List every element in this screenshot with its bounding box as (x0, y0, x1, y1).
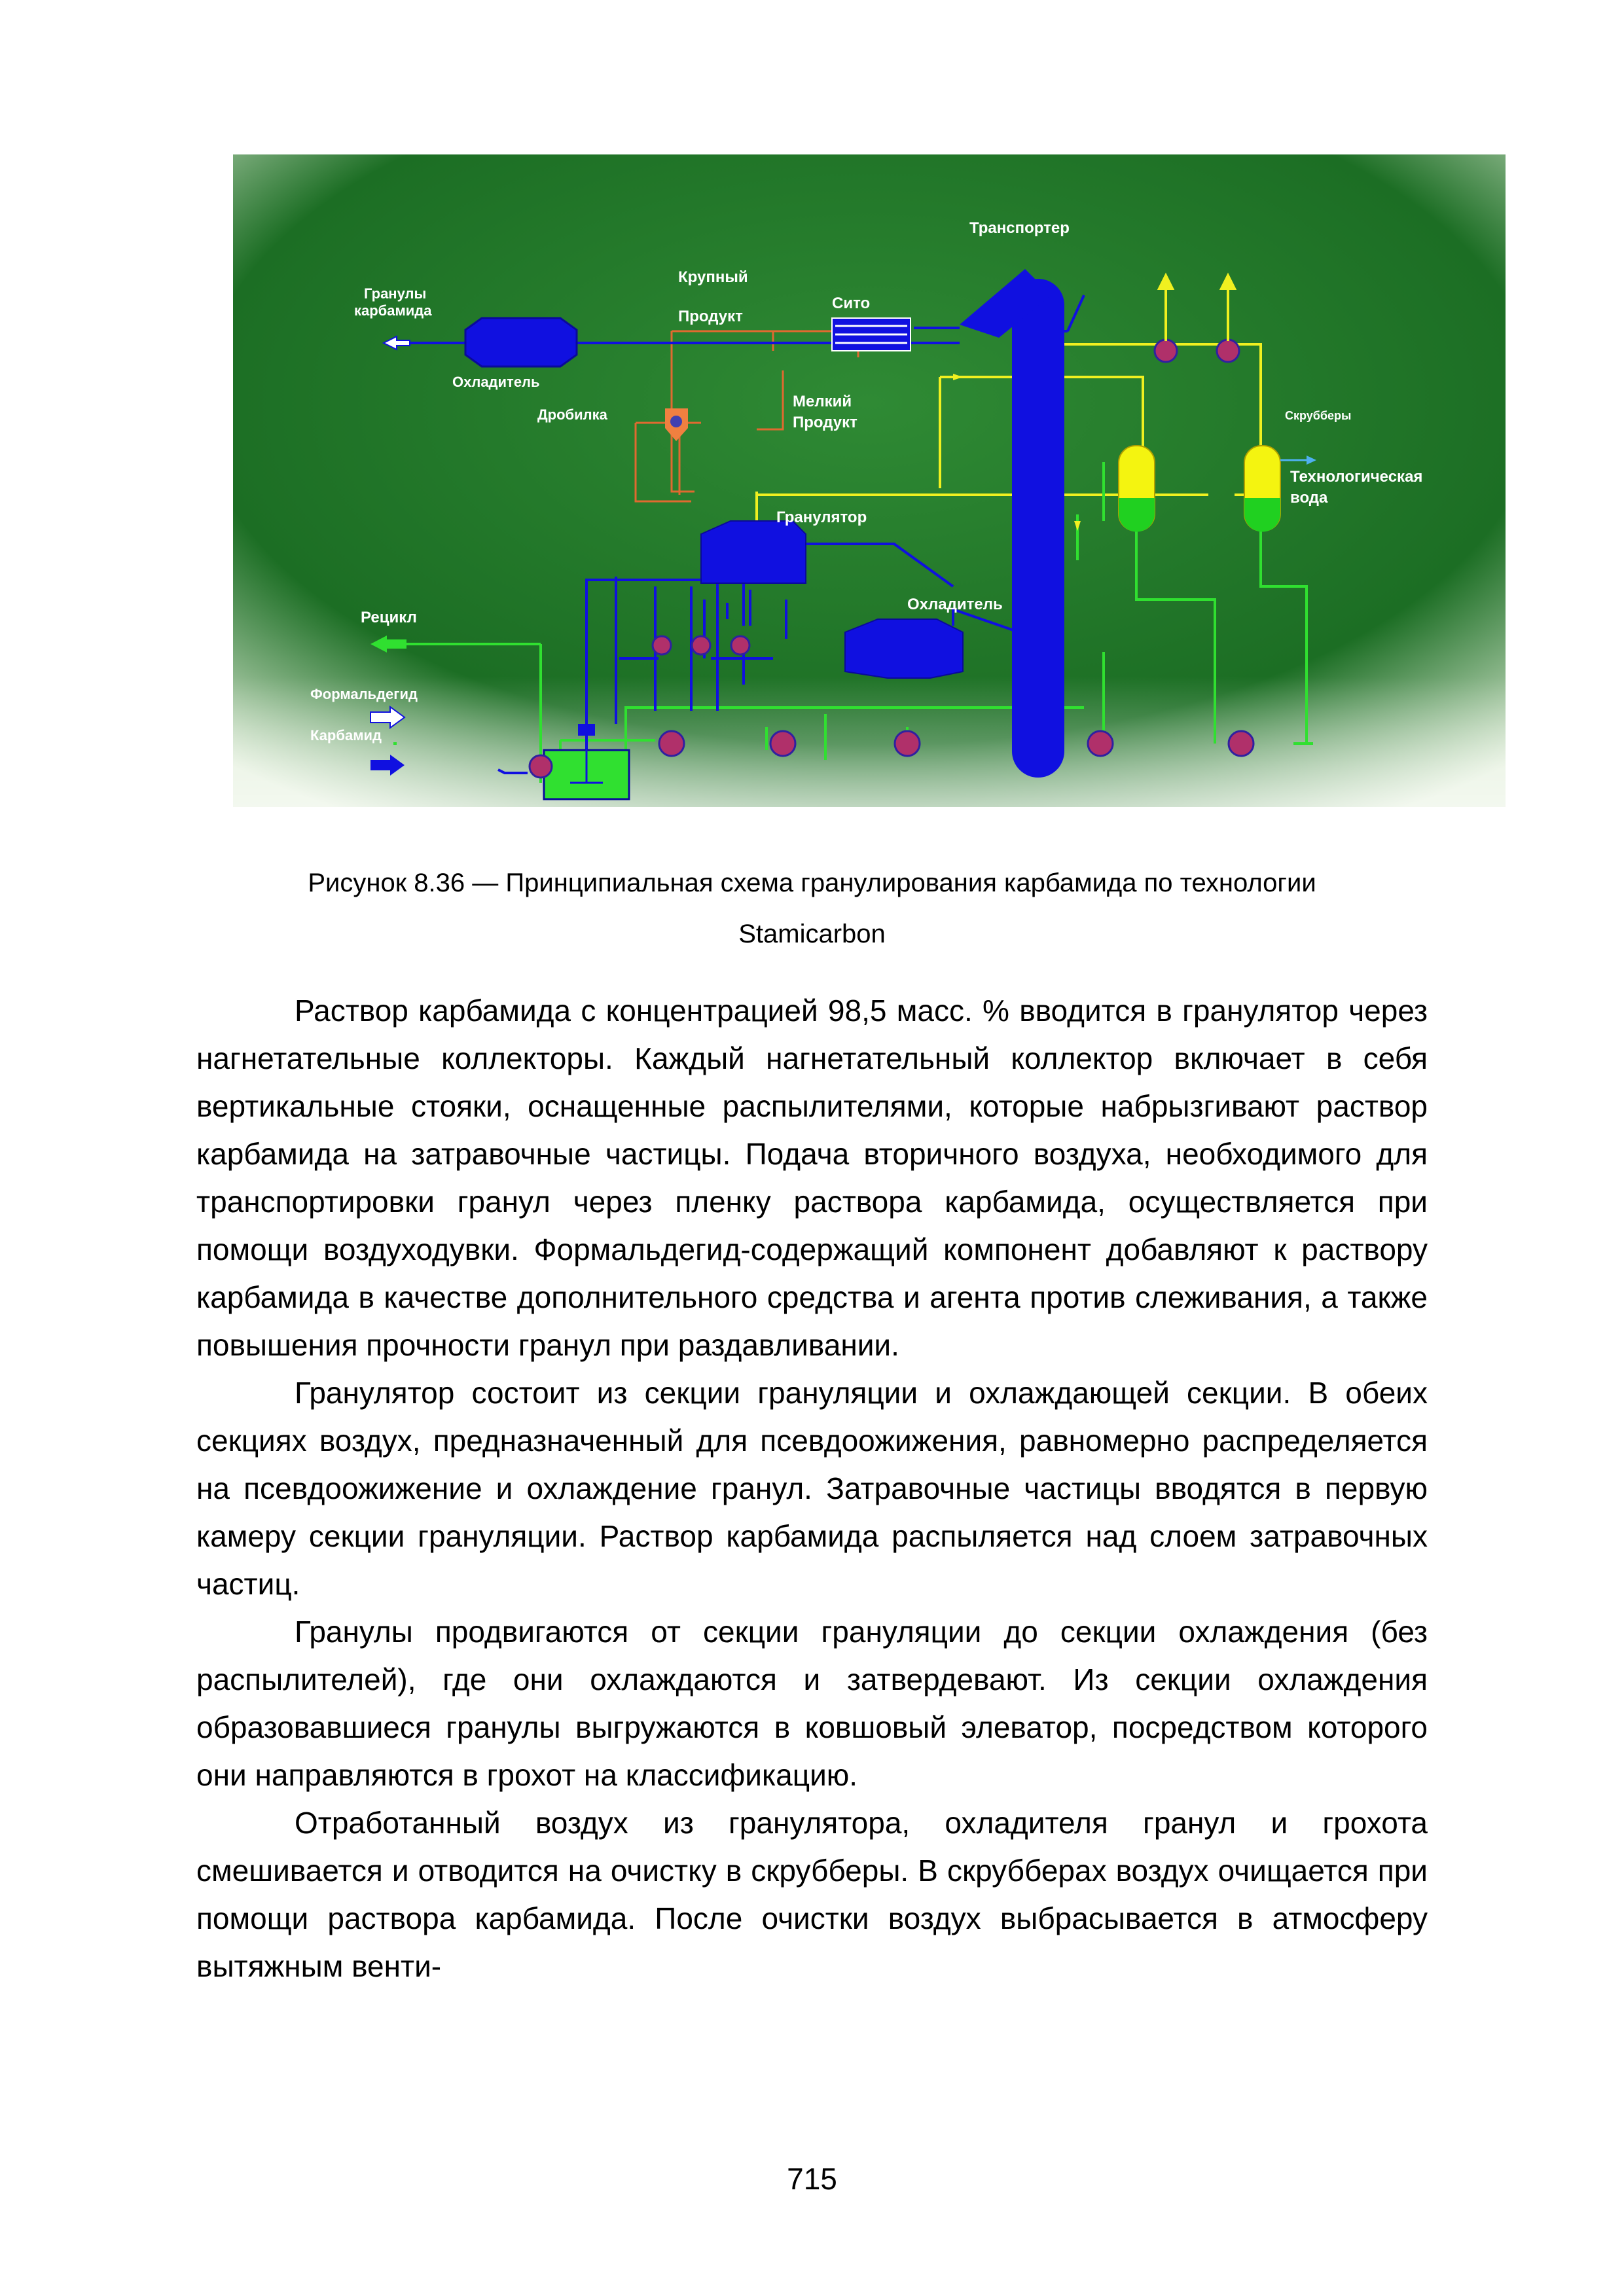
label-cooler-bottom: Охладитель (907, 596, 1003, 613)
granulator (701, 521, 806, 583)
sieve (832, 318, 911, 351)
paragraph-3: Гранулы продвигаются от секции грануляции до секции охлаждения (без распылителей), где они охлаждаются и затвердевают. Из секции охлаждения образовавшиеся гранулы выгружаются в ковшовый элеватор, посредством которого они направляются в грохот на классификацию. (196, 1615, 1428, 1792)
paragraph-1: Раствор карбамида с концентрацией 98,5 масс. % вводится в гранулятор через нагнетательные коллекторы. Каждый нагнетательный коллектор включает в себя вертикальные стояки, оснащенные распылителями, которые набрызгивают раствор карбамида на затравочные частицы. Подача вторичного воздуха, необходимого для транспортировки гранул через пленку раствора карбамида, осуществляется при помощи воздуходувки. Формальдегид-содержащий компонент добавляют к раствору карбамида в качестве дополнительного средства и агента против слеживания, а также повышения прочности гранул при раздавливании. (196, 994, 1428, 1362)
page-number: 715 (787, 2162, 837, 2196)
caption-line-2: Stamicarbon (738, 920, 886, 948)
diagram-svg (233, 154, 1506, 807)
label-granules: Гранулы карбамида (354, 285, 432, 319)
paragraph-4: Отработанный воздух из гранулятора, охладителя гранул и грохота смешивается и отводится на очистку в скрубберы. В скрубберах воздух очищается при помощи раствора карбамида. После очистки воздух выбрасывается в атмосферу вытяжным венти- (196, 1806, 1428, 1983)
scrubber-left (1119, 446, 1155, 532)
body-text (196, 987, 1428, 1990)
top-cooler (465, 318, 577, 367)
label-scrubbers: Скрубберы (1285, 409, 1352, 422)
paragraph-2: Гранулятор состоит из секции грануляции и охлаждающей секции. В обеих секциях воздух, предназначенный для псевдоожижения, равномерно распределяется на псевдоожижение и охлаждение гранул. Затравочные частицы вводятся в первую камеру секции грануляции. Раствор карбамида распыляется над слоем затравочных частиц. (196, 1376, 1428, 1601)
scrubber-right (1244, 446, 1280, 532)
label-cooler-top: Охладитель (452, 374, 540, 390)
caption-line-1: Рисунок 8.36 — Принципиальная схема гранулирования карбамида по технологии (308, 869, 1316, 897)
label-recycle: Рецикл (361, 609, 417, 626)
label-crusher: Дробилка (537, 406, 607, 423)
label-coarse-product: Крупный Продукт (678, 268, 748, 325)
label-process-water: Технологическая вода (1290, 468, 1423, 507)
label-fine-product: Мелкий Продукт (793, 393, 857, 431)
label-granulator: Гранулятор (776, 509, 867, 526)
label-transporter: Транспортер (969, 219, 1070, 237)
label-sieve: Сито (832, 295, 871, 312)
label-formaldehyde: Формальдегид (310, 686, 418, 702)
process-flow-diagram (233, 154, 1506, 807)
label-urea: Карбамид (310, 727, 382, 744)
figure-caption (196, 857, 1428, 960)
bottom-cooler (845, 619, 963, 678)
